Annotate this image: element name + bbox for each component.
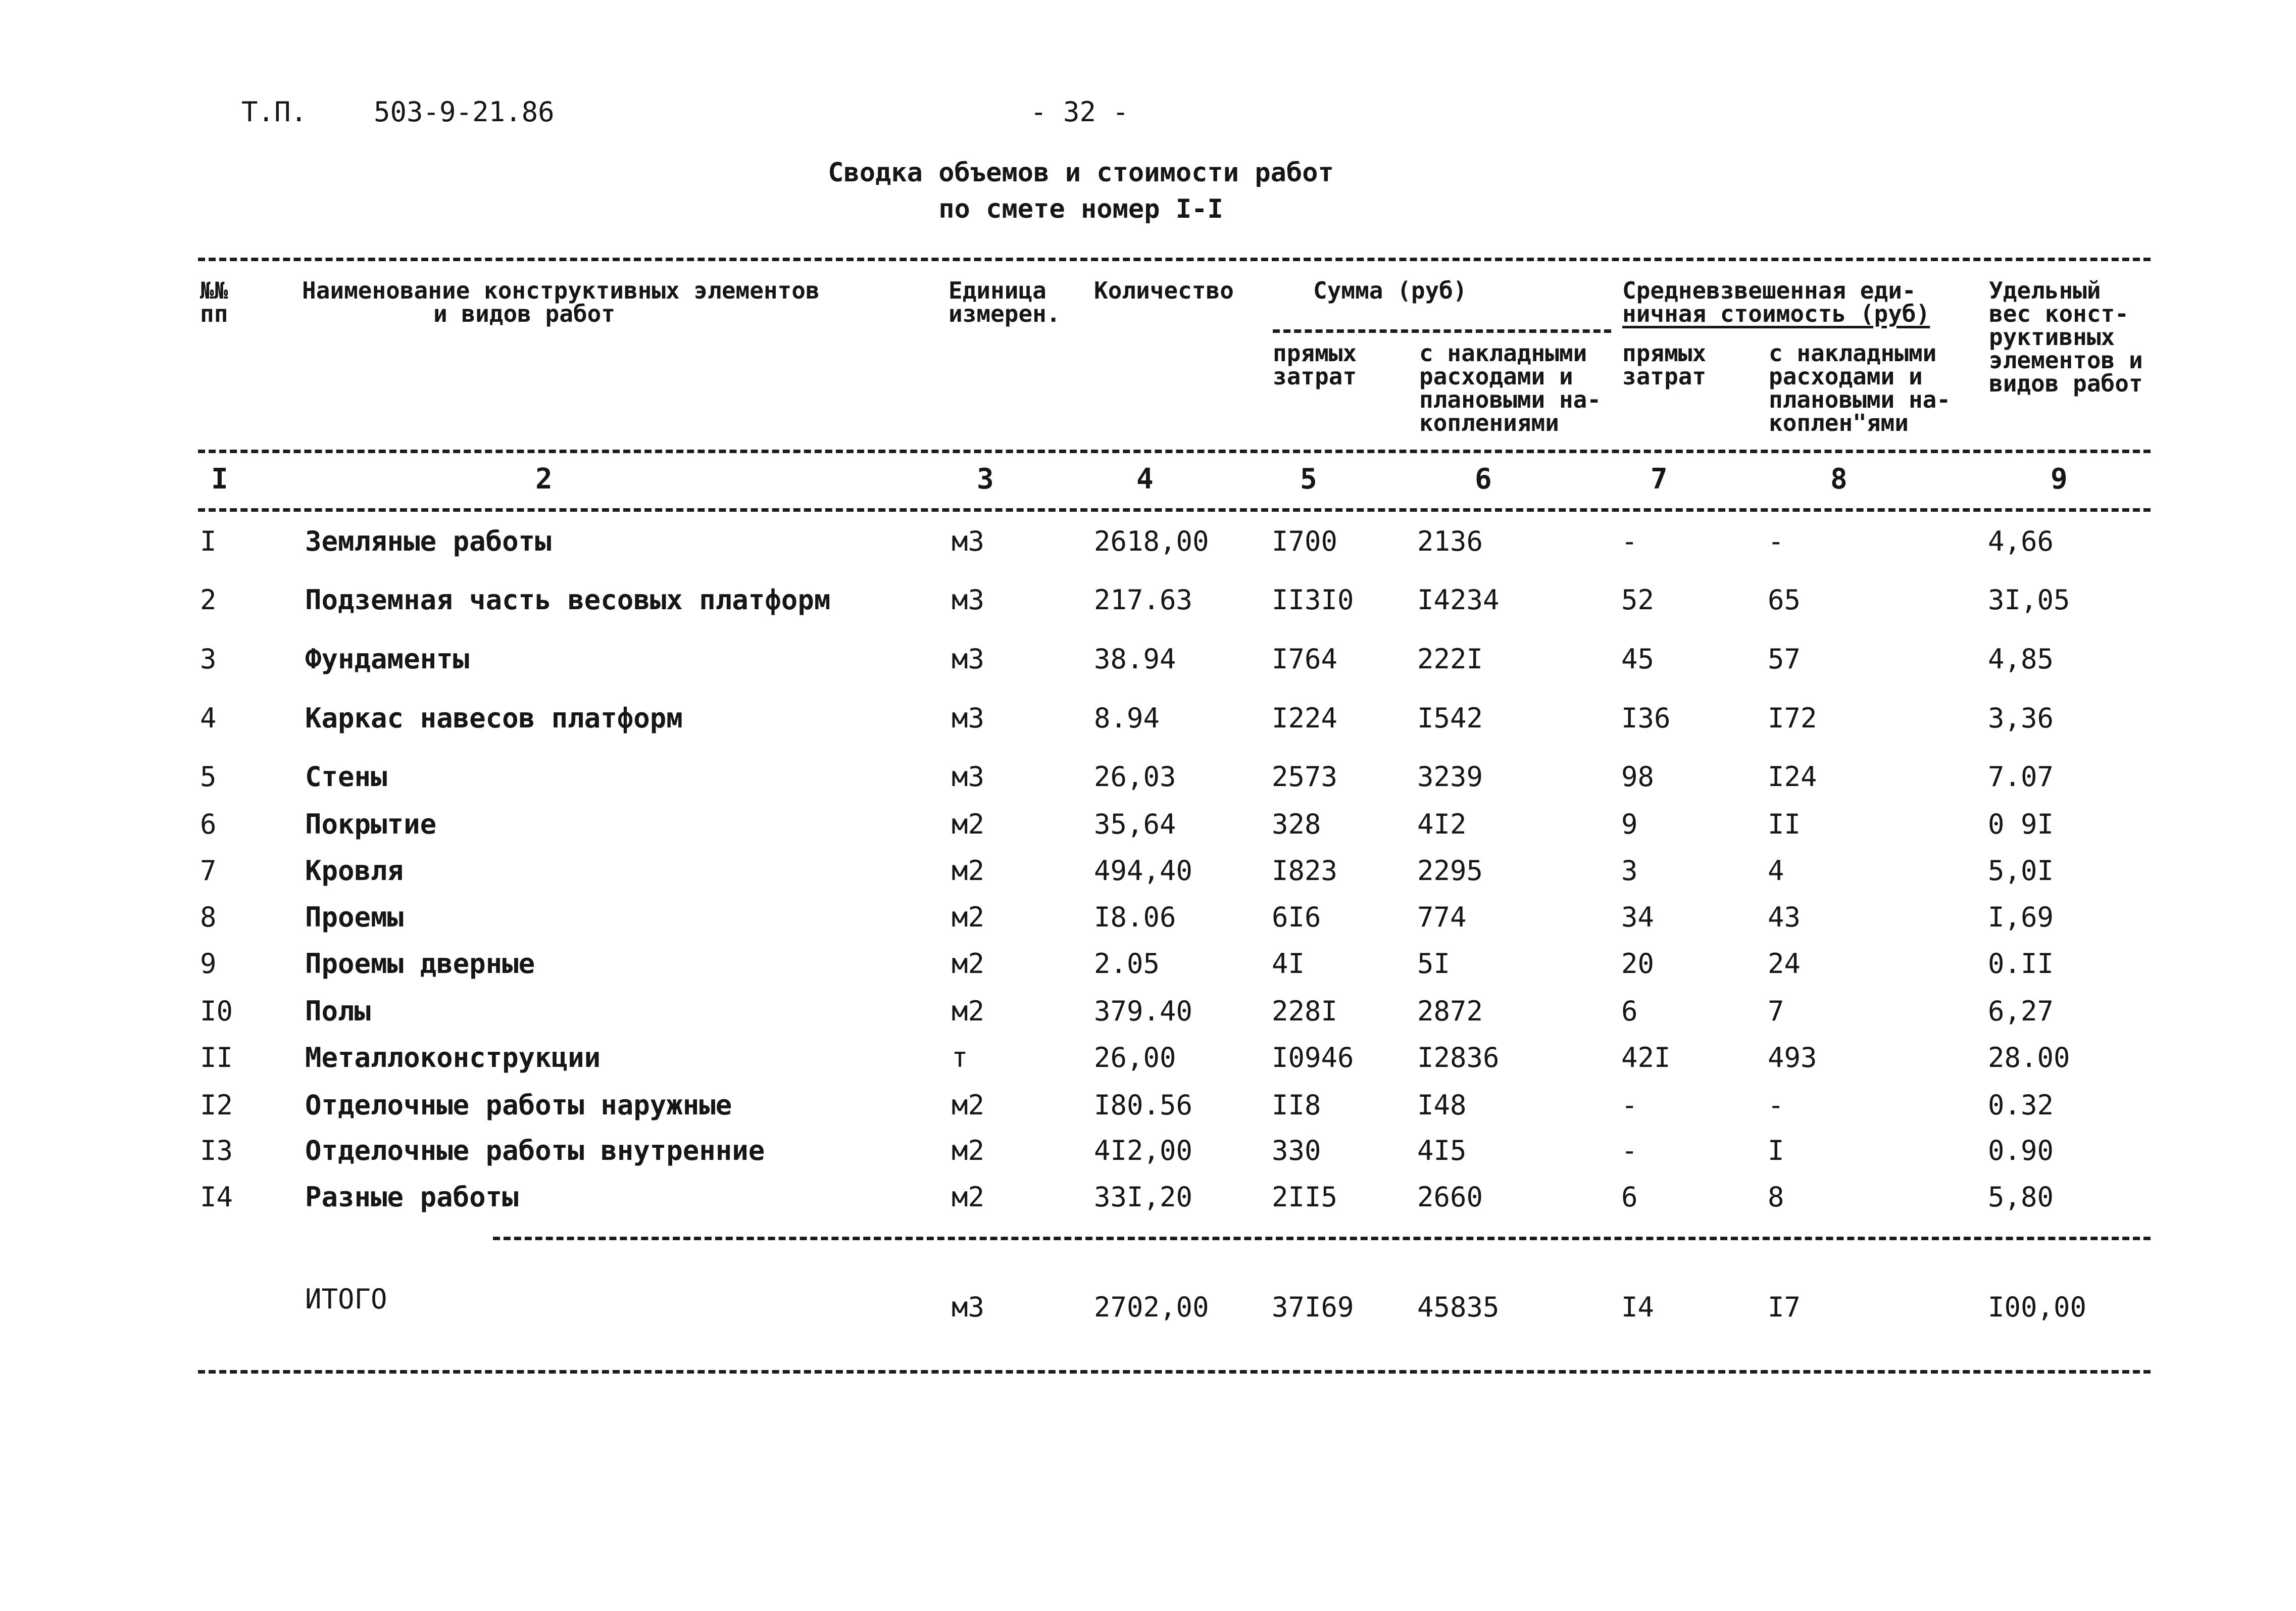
- row-quantity: 2.05: [1094, 948, 1160, 980]
- series-label: Т.П.: [241, 96, 308, 128]
- row-unit: м2: [952, 808, 985, 840]
- page-number: - 32 -: [1030, 96, 1129, 128]
- row-unit: м2: [952, 948, 985, 980]
- column-number-6: 6: [1475, 463, 1492, 496]
- total-avg-overhead: I7: [1768, 1291, 1801, 1323]
- row-avg-overhead: 493: [1768, 1042, 1817, 1073]
- row-quantity: 33I,20: [1094, 1181, 1193, 1213]
- row-number: 4: [200, 702, 217, 734]
- row-share: 3I,05: [1988, 584, 2070, 616]
- row-cost-with-overhead: 2295: [1417, 855, 1483, 887]
- row-avg-overhead: -: [1768, 1089, 1784, 1121]
- row-avg-direct: 34: [1621, 901, 1655, 933]
- row-avg-overhead: 65: [1768, 584, 1801, 616]
- row-quantity: 8.94: [1094, 702, 1160, 734]
- total-quantity: 2702,00: [1094, 1291, 1209, 1323]
- row-avg-overhead: II: [1768, 808, 1801, 840]
- header-bottom-rule: [198, 450, 2151, 453]
- row-direct-cost: I0946: [1272, 1042, 1354, 1073]
- row-avg-direct: -: [1621, 525, 1638, 557]
- row-cost-with-overhead: 2872: [1417, 995, 1483, 1027]
- row-cost-with-overhead: I542: [1417, 702, 1483, 734]
- row-work-name: Отделочные работы наружные: [305, 1089, 732, 1121]
- row-avg-direct: I36: [1621, 702, 1671, 734]
- row-direct-cost: 330: [1272, 1135, 1321, 1166]
- row-avg-overhead: 4: [1768, 855, 1784, 887]
- row-direct-cost: I823: [1272, 855, 1338, 887]
- total-cost-with-overhead: 45835: [1417, 1291, 1500, 1323]
- row-avg-direct: 45: [1621, 643, 1655, 675]
- row-share: 0 9I: [1988, 808, 2054, 840]
- row-unit: м2: [952, 1089, 985, 1121]
- row-cost-with-overhead: 2136: [1417, 525, 1483, 557]
- row-number: I3: [200, 1135, 233, 1166]
- row-unit: т: [952, 1042, 968, 1073]
- row-unit: м3: [952, 525, 985, 557]
- header-sum-overhead: с накладными расходами и плановыми на- коплениями: [1419, 339, 1602, 436]
- row-direct-cost: 4I: [1272, 948, 1305, 980]
- row-quantity: 4I2,00: [1094, 1135, 1193, 1166]
- table-top-rule: [198, 258, 2151, 261]
- row-unit: м2: [952, 855, 985, 887]
- row-cost-with-overhead: 4I5: [1417, 1135, 1467, 1166]
- row-work-name: Разные работы: [305, 1181, 519, 1213]
- row-share: 6,27: [1988, 995, 2054, 1027]
- row-cost-with-overhead: I2836: [1417, 1042, 1500, 1073]
- row-avg-direct: 98: [1621, 761, 1655, 793]
- table-bottom-rule: [198, 1370, 2151, 1374]
- row-direct-cost: II3I0: [1272, 584, 1354, 616]
- row-number: 2: [200, 584, 217, 616]
- row-work-name: Подземная часть весовых платформ: [305, 584, 831, 616]
- row-number: 5: [200, 761, 217, 793]
- row-work-name: Фундаменты: [305, 643, 470, 675]
- row-unit: м3: [952, 584, 985, 616]
- row-number: I0: [200, 995, 233, 1027]
- row-direct-cost: 2II5: [1272, 1181, 1338, 1213]
- header-avg-group: Средневзвешенная еди- ничная стоимость (руб): [1622, 277, 1930, 327]
- row-number: 3: [200, 643, 217, 675]
- row-unit: м3: [952, 643, 985, 675]
- header-avg-direct: прямых затрат: [1622, 339, 1707, 390]
- column-number-8: 8: [1830, 463, 1848, 496]
- row-direct-cost: 6I6: [1272, 901, 1321, 933]
- row-share: 28.00: [1988, 1042, 2070, 1073]
- row-share: I,69: [1988, 901, 2054, 933]
- row-number: I: [200, 525, 217, 557]
- row-direct-cost: I700: [1272, 525, 1338, 557]
- row-avg-overhead: 57: [1768, 643, 1801, 675]
- row-quantity: I80.56: [1094, 1089, 1193, 1121]
- row-avg-overhead: I: [1768, 1135, 1784, 1166]
- total-avg-direct: I4: [1621, 1291, 1655, 1323]
- row-share: 7.07: [1988, 761, 2054, 793]
- row-avg-overhead: -: [1768, 525, 1784, 557]
- row-work-name: Каркас навесов платформ: [305, 702, 683, 734]
- row-avg-direct: -: [1621, 1135, 1638, 1166]
- row-avg-overhead: I72: [1768, 702, 1817, 734]
- sum-group-rule: [1273, 329, 1611, 333]
- row-number: I2: [200, 1089, 233, 1121]
- column-number-4: 4: [1136, 463, 1154, 496]
- row-quantity: 26,03: [1094, 761, 1176, 793]
- header-unit: Единица измерен.: [949, 277, 1061, 327]
- row-work-name: Кровля: [305, 855, 404, 887]
- row-unit: м3: [952, 761, 985, 793]
- total-separator-rule: [493, 1237, 2151, 1240]
- row-share: 4,66: [1988, 525, 2054, 557]
- row-quantity: I8.06: [1094, 901, 1176, 933]
- row-unit: м2: [952, 901, 985, 933]
- row-quantity: 38.94: [1094, 643, 1176, 675]
- total-direct-cost: 37I69: [1272, 1291, 1354, 1323]
- row-cost-with-overhead: I4234: [1417, 584, 1500, 616]
- row-avg-direct: 52: [1621, 584, 1655, 616]
- row-share: 4,85: [1988, 643, 2054, 675]
- row-avg-direct: 20: [1621, 948, 1655, 980]
- row-avg-direct: -: [1621, 1089, 1638, 1121]
- row-work-name: Проемы дверные: [305, 948, 535, 980]
- header-share: Удельный вес конст- руктивных элементов и видов работ: [1989, 277, 2143, 397]
- total-share: I00,00: [1988, 1291, 2087, 1323]
- row-quantity: 2618,00: [1094, 525, 1209, 557]
- row-share: 5,80: [1988, 1181, 2054, 1213]
- row-share: 0.32: [1988, 1089, 2054, 1121]
- row-quantity: 217.63: [1094, 584, 1193, 616]
- header-sum-group: Сумма (руб): [1313, 277, 1467, 304]
- row-direct-cost: I764: [1272, 643, 1338, 675]
- row-work-name: Покрытие: [305, 808, 437, 840]
- row-quantity: 494,40: [1094, 855, 1193, 887]
- row-unit: м2: [952, 1135, 985, 1166]
- row-cost-with-overhead: 4I2: [1417, 808, 1467, 840]
- row-avg-overhead: 43: [1768, 901, 1801, 933]
- row-quantity: 379.40: [1094, 995, 1193, 1027]
- row-avg-direct: 6: [1621, 995, 1638, 1027]
- row-unit: м3: [952, 702, 985, 734]
- column-number-9: 9: [2051, 463, 2068, 496]
- header-sum-direct: прямых затрат: [1273, 339, 1357, 390]
- row-number: II: [200, 1042, 233, 1073]
- column-number-5: 5: [1300, 463, 1317, 496]
- total-unit: м3: [952, 1291, 985, 1323]
- row-work-name: Полы: [305, 995, 371, 1027]
- row-share: 3,36: [1988, 702, 2054, 734]
- row-unit: м2: [952, 1181, 985, 1213]
- row-direct-cost: 2573: [1272, 761, 1338, 793]
- row-direct-cost: 228I: [1272, 995, 1338, 1027]
- row-work-name: Отделочные работы внутренние: [305, 1135, 765, 1166]
- row-avg-direct: 6: [1621, 1181, 1638, 1213]
- row-number: 8: [200, 901, 217, 933]
- header-quantity: Количество: [1094, 277, 1234, 304]
- row-cost-with-overhead: 5I: [1417, 948, 1451, 980]
- column-number-1: I: [211, 463, 228, 496]
- header-name: Наименование конструктивных элементов и видов работ: [302, 277, 820, 327]
- total-label: ИТОГО: [305, 1283, 387, 1315]
- row-avg-direct: 9: [1621, 808, 1638, 840]
- column-number-2: 2: [535, 463, 553, 496]
- row-direct-cost: 328: [1272, 808, 1321, 840]
- row-share: 0.II: [1988, 948, 2054, 980]
- row-share: 0.90: [1988, 1135, 2054, 1166]
- row-number: 6: [200, 808, 217, 840]
- row-avg-overhead: 8: [1768, 1181, 1784, 1213]
- row-work-name: Проемы: [305, 901, 404, 933]
- row-work-name: Земляные работы: [305, 525, 552, 557]
- row-avg-overhead: 24: [1768, 948, 1801, 980]
- row-number: 7: [200, 855, 217, 887]
- row-share: 5,0I: [1988, 855, 2054, 887]
- row-direct-cost: II8: [1272, 1089, 1321, 1121]
- row-avg-direct: 42I: [1621, 1042, 1671, 1073]
- row-avg-direct: 3: [1621, 855, 1638, 887]
- row-cost-with-overhead: 3239: [1417, 761, 1483, 793]
- row-number: 9: [200, 948, 217, 980]
- row-avg-overhead: 7: [1768, 995, 1784, 1027]
- row-cost-with-overhead: 222I: [1417, 643, 1483, 675]
- title-line-2: по смете номер I-I: [938, 194, 1223, 224]
- row-direct-cost: I224: [1272, 702, 1338, 734]
- row-cost-with-overhead: 2660: [1417, 1181, 1483, 1213]
- header-avg-overhead: с накладными расходами и плановыми на- коплен"ями: [1769, 339, 1951, 436]
- column-number-3: 3: [977, 463, 994, 496]
- column-number-7: 7: [1651, 463, 1668, 496]
- row-number: I4: [200, 1181, 233, 1213]
- row-cost-with-overhead: I48: [1417, 1089, 1467, 1121]
- column-numbers-rule: [198, 508, 2151, 512]
- title-line-1: Сводка объемов и стоимости работ: [828, 158, 1334, 188]
- row-unit: м2: [952, 995, 985, 1027]
- header-num: №№ пп: [200, 277, 228, 327]
- row-avg-overhead: I24: [1768, 761, 1817, 793]
- row-work-name: Стены: [305, 761, 387, 793]
- row-quantity: 35,64: [1094, 808, 1176, 840]
- row-cost-with-overhead: 774: [1417, 901, 1467, 933]
- row-work-name: Металлоконструкции: [305, 1042, 601, 1073]
- row-quantity: 26,00: [1094, 1042, 1176, 1073]
- document-number: 503-9-21.86: [374, 96, 555, 128]
